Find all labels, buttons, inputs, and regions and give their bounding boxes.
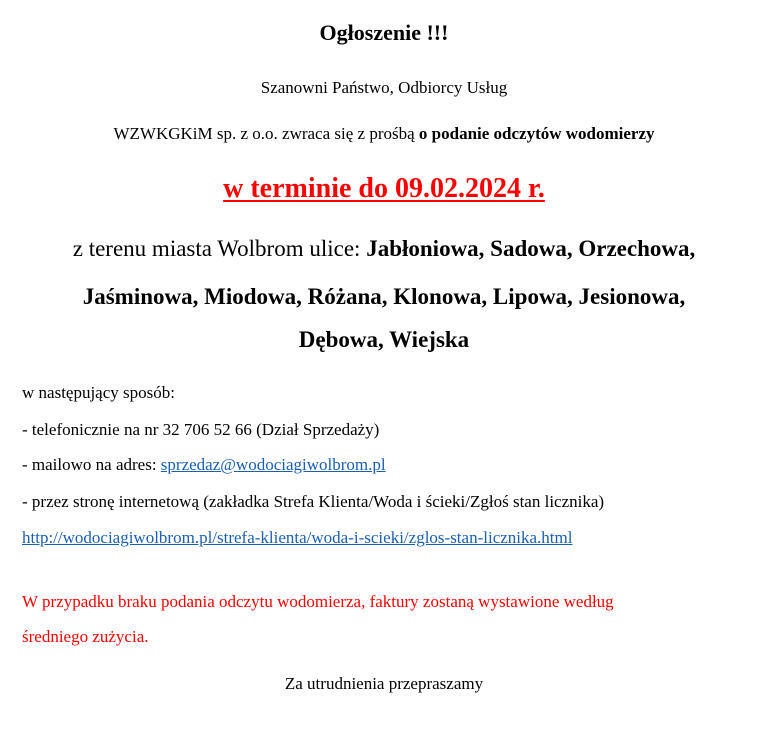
request-text (0, 122, 768, 146)
method-email (22, 453, 386, 477)
streets-line-1 (0, 233, 768, 265)
streets-names-1: Jabłoniowa, Sadowa, Orzechowa, (366, 236, 696, 261)
greeting: Szanowni Państwo, Odbiorcy Usług (260, 78, 508, 97)
closing-text: Za utrudnienia przepraszamy (284, 674, 484, 693)
methods-intro: w następujący sposób: (22, 383, 175, 402)
web-link[interactable]: http://wodociagiwolbrom.pl/strefa-klienta/woda-i-scieki/zglos-stan-licznika.html (22, 528, 573, 547)
warning-line-1: W przypadku braku podania odczytu wodomierza, faktury zostaną wystawione według (22, 592, 614, 611)
method-web-link-line (22, 526, 572, 550)
method-web: - przez stronę internetową (zakładka Strefa Klienta/Woda i ścieki/Zgłoś stan licznika) (22, 492, 605, 511)
method-phone: - telefonicznie na nr 32 706 52 66 (Dział Sprzedaży) (22, 420, 380, 439)
streets-line-3: Dębowa, Wiejska (298, 327, 470, 352)
streets-prefix: z terenu miasta Wolbrom ulice: (72, 236, 367, 261)
email-link[interactable]: sprzedaz@wodociagiwolbrom.pl (160, 455, 386, 474)
request-bold: o podanie odczytów wodomierzy (418, 124, 655, 143)
deadline: w terminie do 09.02.2024 r. (223, 173, 545, 204)
request-prefix: WZWKGKiM sp. z o.o. zwraca się z prośbą (113, 124, 419, 143)
warning-line-2: średniego zużycia. (22, 627, 149, 646)
streets-line-2: Jaśminowa, Miodowa, Różana, Klonowa, Lipowa, Jesionowa, (82, 284, 686, 309)
announcement-title: Ogłoszenie !!! (319, 20, 449, 45)
method-email-prefix: - mailowo na adres: (22, 455, 161, 474)
